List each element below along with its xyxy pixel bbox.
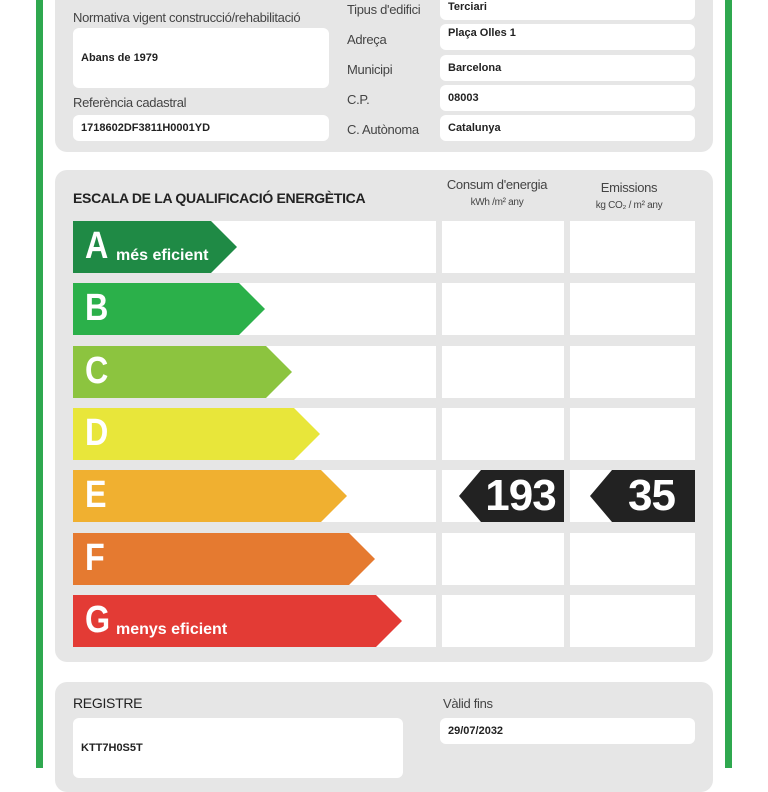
rating-letter: B [85, 287, 109, 329]
rating-arrow-c [73, 346, 292, 398]
municipi-label: Municipi [347, 62, 393, 77]
consum-cell [442, 346, 564, 398]
consum-cell [442, 533, 564, 585]
ca-label: C. Autònoma [347, 122, 419, 137]
municipi-field: Barcelona [440, 55, 695, 81]
emissions-cell [570, 595, 695, 647]
rating-description: menys eficient [116, 621, 228, 638]
emissions-header [570, 179, 688, 215]
cp-field: 08003 [440, 85, 695, 111]
registre-field: KTT7H0S5T [73, 718, 403, 778]
consum-cell [442, 283, 564, 335]
rating-arrow-e [73, 470, 347, 522]
emissions-badge-value: 35 [628, 471, 675, 520]
emissions-cell [570, 346, 695, 398]
rating-letter: C [85, 350, 109, 392]
consum-header [438, 176, 556, 212]
registre-title: REGISTRE [73, 695, 143, 711]
ref-cadastral-field: 1718602DF3811H0001YD [73, 115, 329, 141]
rating-arrow-g [73, 595, 402, 647]
emissions-cell [570, 408, 695, 460]
consum-cell [442, 221, 564, 273]
tipus-label: Tipus d'edifici [347, 2, 421, 17]
valid-fins-field: 29/07/2032 [440, 718, 695, 744]
normativa-label: Normativa vigent construcció/rehabilitació [73, 10, 301, 25]
normativa-field: Abans de 1979 [73, 28, 329, 88]
valid-fins-label: Vàlid fins [443, 696, 493, 711]
scale-title: ESCALA DE LA QUALIFICACIÓ ENERGÈTICA [73, 190, 366, 206]
rating-letter: G [85, 599, 111, 641]
rating-letter: E [85, 474, 107, 516]
rating-letter: A [85, 225, 109, 267]
emissions-cell [570, 221, 695, 273]
rating-arrow-b [73, 283, 265, 335]
rating-arrow-a [73, 221, 237, 273]
ref-cadastral-label: Referència cadastral [73, 95, 187, 110]
emissions-cell [570, 533, 695, 585]
rating-arrow-f [73, 533, 375, 585]
consum-badge-value: 193 [485, 471, 556, 520]
consum-badge [459, 470, 564, 522]
adreca-field: Plaça Olles 1 [440, 24, 695, 50]
emissions-cell [570, 283, 695, 335]
ca-field: Catalunya [440, 115, 695, 141]
emissions-head-label: Emissions [600, 180, 658, 195]
adreca-label: Adreça [347, 32, 387, 47]
cp-label: C.P. [347, 92, 370, 107]
consum-head-label: Consum d'energia [446, 177, 548, 192]
rating-letter: D [85, 412, 109, 454]
left-border [36, 0, 43, 768]
emissions-unit-label: kg CO₂ / m² any [595, 200, 663, 211]
tipus-field: Terciari [440, 0, 695, 20]
rating-description: més eficient [116, 247, 209, 264]
emissions-badge [590, 470, 695, 522]
consum-unit-label: kWh /m² any [470, 197, 524, 208]
consum-cell [442, 595, 564, 647]
right-border [725, 0, 732, 768]
consum-cell [442, 408, 564, 460]
rating-letter: F [85, 537, 105, 579]
rating-arrow-d [73, 408, 320, 460]
